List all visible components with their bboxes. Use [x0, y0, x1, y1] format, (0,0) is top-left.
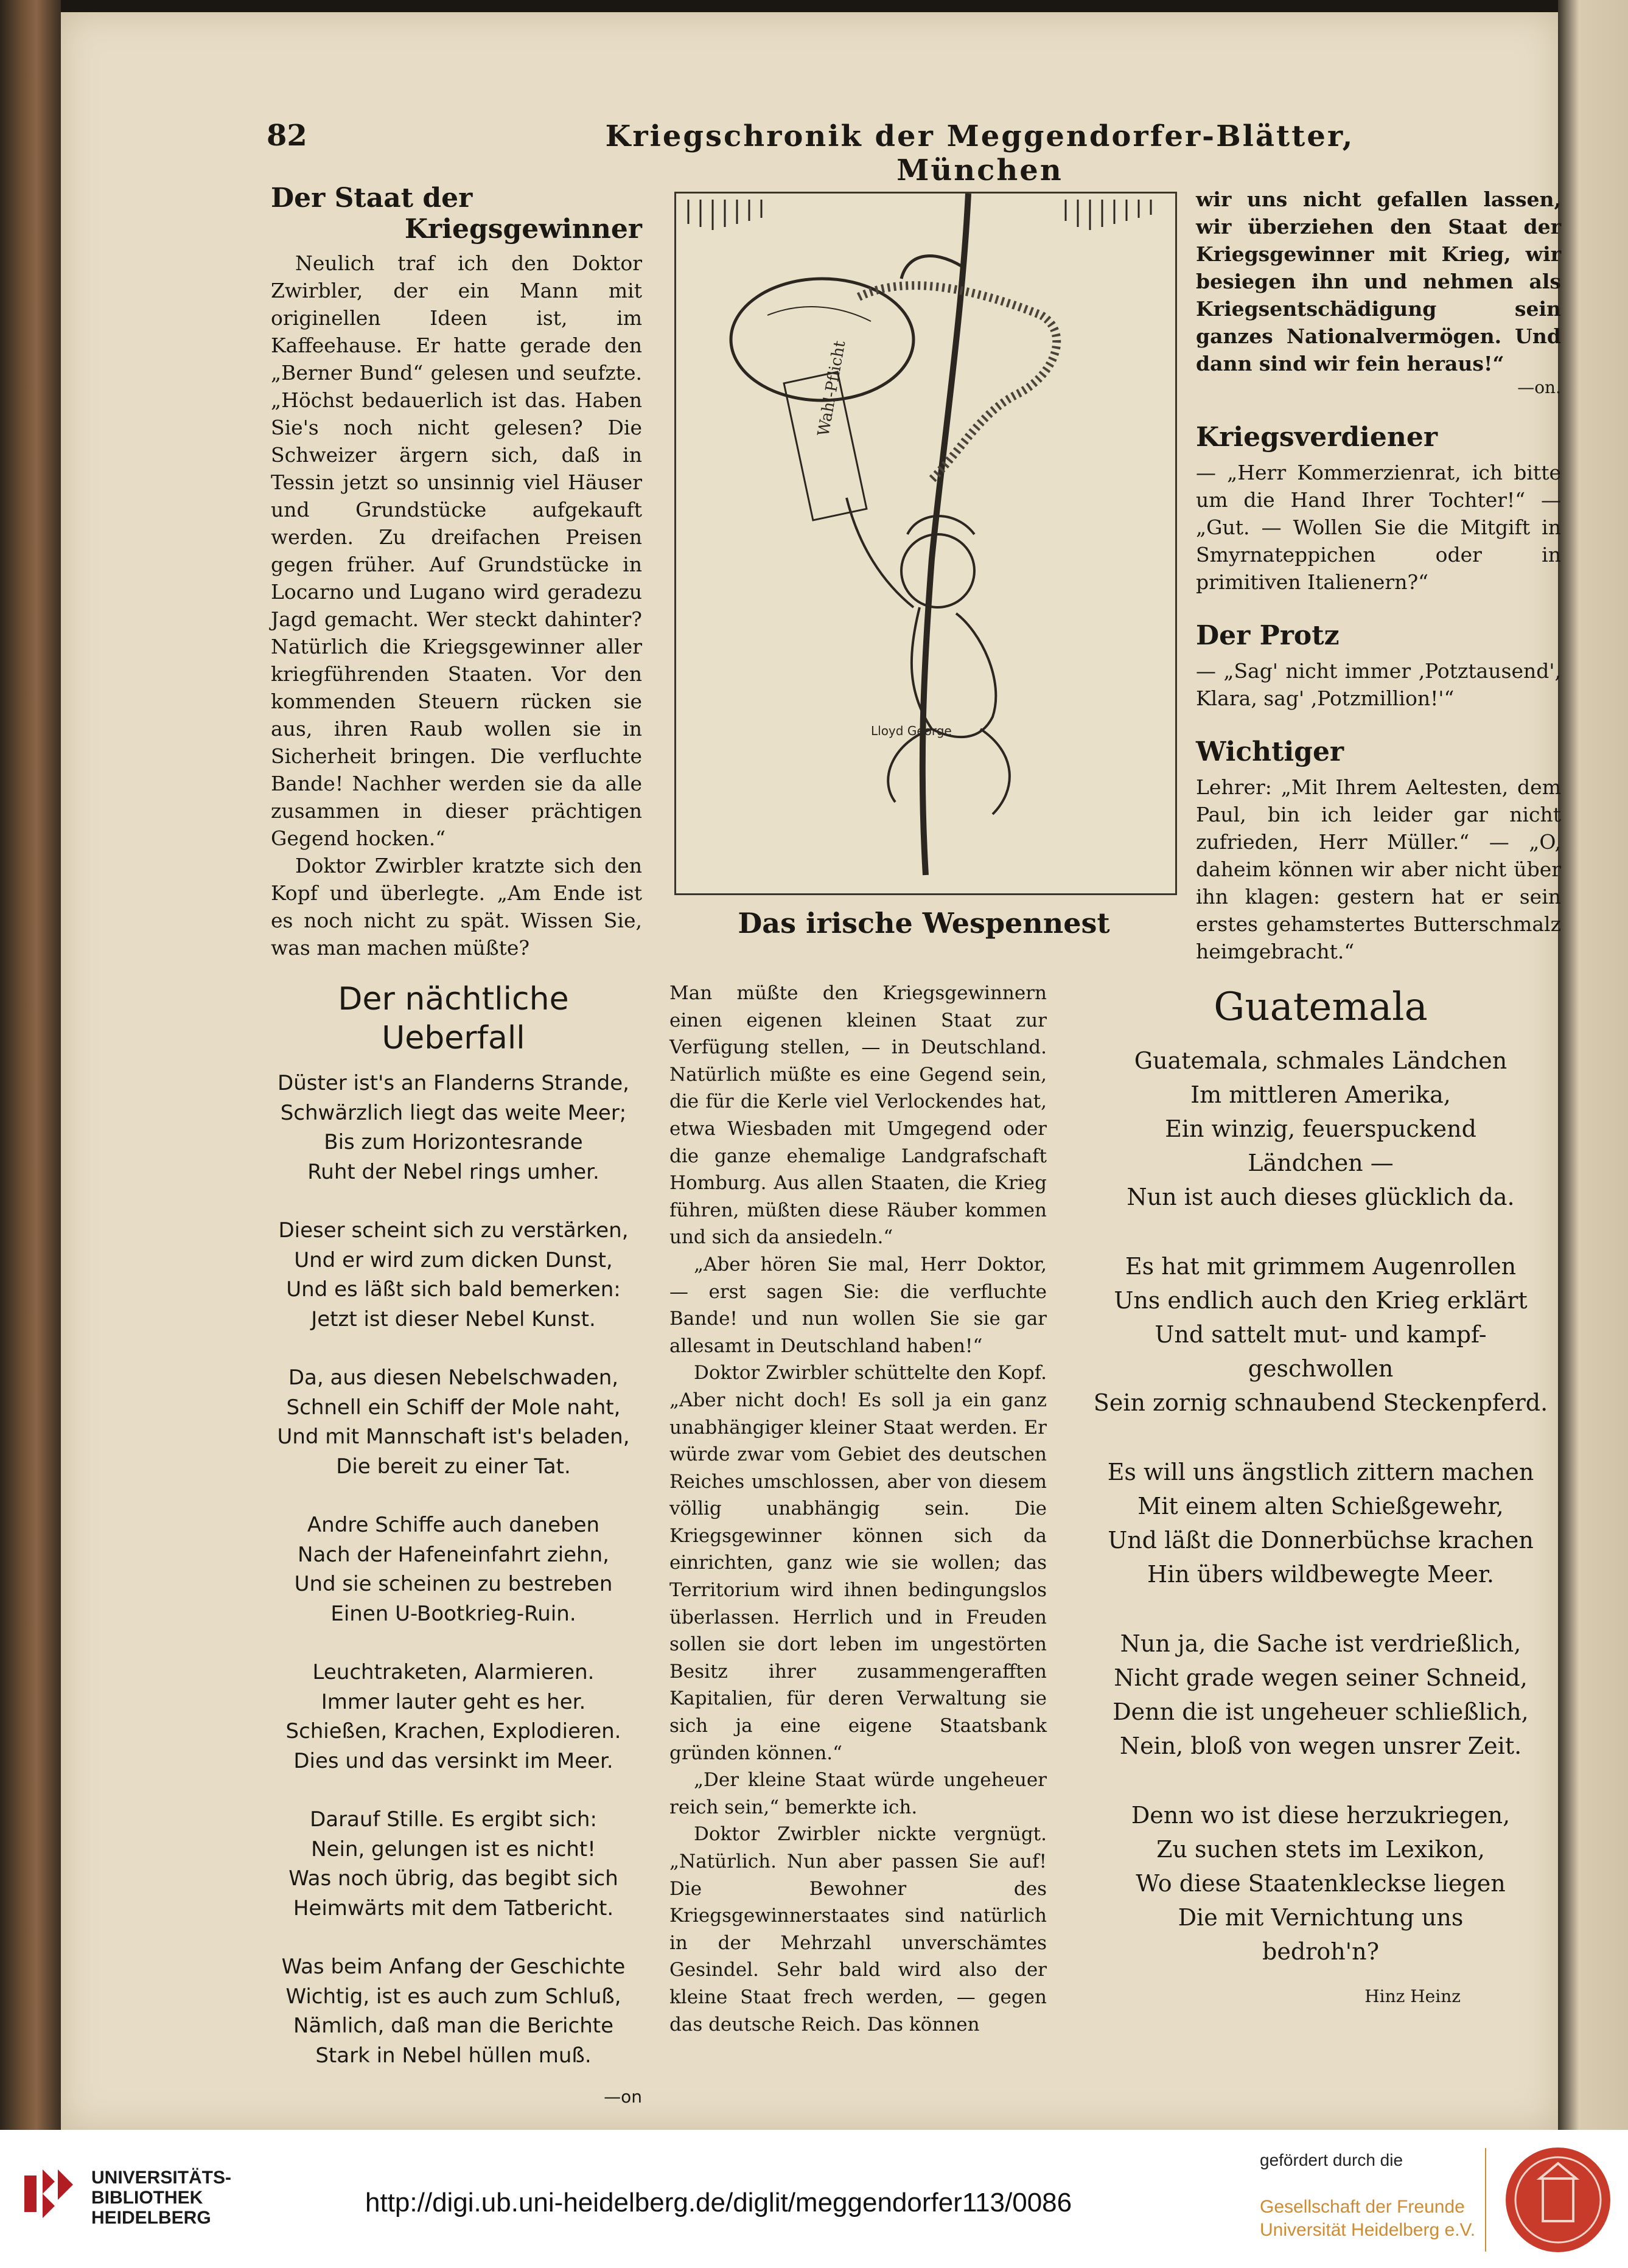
- artist-signature: Lloyd George: [871, 724, 952, 738]
- article-paragraph: Doktor Zwirbler schüttelte den Kopf. „Aber nicht doch! Es soll ja ein ganz unabhängiger kleiner Staat werden. Er würde zwar vom Gebiet des deutschen Reiches umschlossen, aber von diesem völlig unabhängig sein. Die Kriegsgewinner können sich da einrichten, ganz wie sie wollen; das Territorium wird ihnen bedingungslos überlassen. Herrlich und in Freuden sollen sie dort leben im ungestörten Besitz ihrer zusammengerafften Kapitalien, für deren Verwaltung sie sich ja eine eigene Staatsbank gründen können.“: [669, 1362, 1047, 1764]
- poem-line: Ruht der Nebel rings umher.: [307, 1159, 599, 1184]
- poem-stanza: [1083, 1455, 1558, 1591]
- poem-line: Und läßt die Donnerbüchse krachen: [1108, 1527, 1534, 1554]
- short-item-title: Kriegsverdiener: [1196, 422, 1438, 453]
- poem-line: Nun ja, die Sache ist verdrießlich,: [1120, 1630, 1521, 1657]
- short-item-title: Wichtiger: [1196, 736, 1344, 767]
- permalink[interactable]: http://digi.ub.uni-heidelberg.de/diglit/meggendorfer113/0086: [365, 2188, 1072, 2217]
- poem-line: Zu suchen stets im Lexikon,: [1156, 1836, 1485, 1863]
- poem-title: Der nächtliche Ueberfall: [338, 981, 569, 1056]
- footer-divider: [1485, 2148, 1486, 2252]
- article-paragraph: Man müßte den Kriegsgewinnern einen eigenen kleinen Staat zur Verfügung stellen, — in Deutschland. Natürlich müßte es eine Gegend sein, die für die Kerle viel Verlockendes hat, etwa Wiesbaden mit Umgegend oder die ganze ehemalige Landgrafschaft Homburg. Aus allen Staaten, die Krieg führen, müßten diese Räuber kommen und sich da ansiedeln.“: [669, 982, 1047, 1249]
- article-paragraph: „Aber hören Sie mal, Herr Doktor, — erst sagen Sie: die verfluchte Bande! und nun wollen Sie sie gar allesamt in Deutschland haben!“: [669, 1253, 1047, 1357]
- poem-line: Nicht grade wegen seiner Schneid,: [1114, 1664, 1528, 1691]
- library-name-line: HEIDELBERG: [91, 2208, 211, 2228]
- poem-line: Und sattelt mut- und kampf-: [1155, 1321, 1487, 1348]
- article-continuation: [669, 980, 1047, 2038]
- poem-line: Stark in Nebel hüllen muß.: [315, 2043, 592, 2068]
- poem-line: Und es läßt sich bald bemerken:: [286, 1277, 621, 1302]
- poem-line: Denn die ist ungeheuer schließlich,: [1113, 1698, 1529, 1725]
- poem-line: Wo diese Staatenkleckse liegen: [1136, 1870, 1506, 1897]
- article-title-line1: Der Staat der: [271, 183, 473, 214]
- short-item-text: Lehrer: „Mit Ihrem Aeltesten, dem Paul, bin ich leider gar nicht zufrieden, Herr Müller.“ — „O, daheim können wir aber nicht über ihn klagen: gestern hat er sein erstes gehamstertes Butterschmalz heimgebracht.“: [1196, 775, 1561, 963]
- poem-line: Guatemala, schmales Ländchen: [1134, 1047, 1507, 1074]
- poem-stanza: [265, 1952, 642, 2070]
- poem-line: geschwollen: [1248, 1355, 1394, 1382]
- short-item-title: Der Protz: [1196, 620, 1340, 651]
- poem-line: Andre Schiffe auch daneben: [307, 1513, 600, 1537]
- funder-line: Universität Heidelberg e.V.: [1260, 2220, 1476, 2240]
- poem-line: Immer lauter geht es her.: [321, 1689, 586, 1714]
- wasp-nest: [731, 279, 914, 400]
- library-name: [91, 2168, 231, 2228]
- poem-title: Guatemala: [1214, 985, 1428, 1030]
- funded-by-label: gefördert durch die: [1260, 2151, 1403, 2169]
- poem-line: Und er wird zum dicken Dunst,: [294, 1247, 613, 1272]
- poem-line: Denn wo ist diese herzukriegen,: [1131, 1802, 1511, 1829]
- funder-line: Gesellschaft der Freunde: [1260, 2197, 1465, 2217]
- poem-line: Und mit Mannschaft ist's beladen,: [277, 1425, 630, 1449]
- illustration-frame: [674, 192, 1177, 895]
- poem-stanza: [1083, 1798, 1558, 1969]
- poem-signature: Hinz Heinz: [1364, 1986, 1461, 2006]
- scanned-page: [61, 12, 1561, 2130]
- poem-signature: —on: [604, 2087, 642, 2107]
- running-title: Kriegschronik der Meggendorfer-Blätter, München: [605, 119, 1355, 187]
- poem-line: Es hat mit grimmem Augenrollen: [1125, 1253, 1517, 1280]
- page-number: 82: [267, 119, 307, 153]
- university-library-logo: [18, 2163, 79, 2224]
- poem-line: Düster ist's an Flanderns Strande,: [278, 1071, 629, 1095]
- sign-text: Wahl-Pflicht: [814, 339, 850, 438]
- article-paragraph: „Der kleine Staat würde ungeheuer reich sein,“ bemerkte ich.: [669, 1769, 1047, 1818]
- society-seal-icon: [1503, 2145, 1613, 2255]
- article-staat-der-kriegsgewinner: [271, 183, 642, 961]
- next-page-edge: [1558, 0, 1628, 2130]
- poem-line: bedroh'n?: [1262, 1938, 1379, 1965]
- poem-naechtliche-ueberfall: [265, 980, 642, 2112]
- article-signature: —on.: [1517, 377, 1561, 397]
- article-title-line2: Kriegsgewinner: [404, 214, 642, 245]
- short-item-text: — „Herr Kommerzienrat, ich bitte um die Hand Ihrer Tochter!“ — „Gut. — Wollen Sie die Mitgift in Smyrnateppichen oder in primitiven Italienern?“: [1196, 461, 1561, 594]
- poem-line: Hin übers wildbewegte Meer.: [1147, 1561, 1494, 1588]
- poem-line: Wichtig, ist es auch zum Schluß,: [285, 1984, 621, 2009]
- poem-line: Was noch übrig, das begibt sich: [288, 1866, 618, 1891]
- article-body: [271, 249, 642, 961]
- poem-line: Nun ist auch dieses glücklich da.: [1127, 1184, 1515, 1210]
- poem-guatemala: [1083, 983, 1558, 2014]
- poem-body: [265, 1069, 642, 2070]
- poem-line: Jetzt ist dieser Nebel Kunst.: [311, 1307, 596, 1331]
- poem-line: Mit einem alten Schießgewehr,: [1137, 1493, 1504, 1520]
- digitization-footer: [0, 2130, 1628, 2268]
- poem-line: Schwärzlich liegt das weite Meer;: [280, 1100, 627, 1125]
- right-column-top: [1196, 186, 1561, 965]
- poem-line: Im mittleren Amerika,: [1190, 1081, 1451, 1108]
- poem-line: Einen U-Bootkrieg-Ruin.: [330, 1601, 576, 1626]
- poem-stanza: [265, 1510, 642, 1628]
- poem-line: Es will uns ängstlich zittern machen: [1107, 1459, 1534, 1485]
- poem-stanza: [265, 1658, 642, 1776]
- figure-head: [901, 534, 974, 607]
- poem-stanza: [265, 1805, 642, 1923]
- hatching-right: [1066, 200, 1151, 230]
- poem-line: Schnell ein Schiff der Mole naht,: [286, 1395, 621, 1420]
- figure-arm: [847, 498, 914, 607]
- poem-stanza: [1083, 1249, 1558, 1420]
- poem-line: Bis zum Horizontesrande: [324, 1130, 583, 1154]
- poem-line: Sein zornig schnaubend Steckenpferd.: [1093, 1389, 1548, 1416]
- poem-line: Und sie scheinen zu bestreben: [294, 1572, 613, 1596]
- poem-stanza: [1083, 1044, 1558, 1214]
- poem-line: Die mit Vernichtung uns: [1178, 1904, 1464, 1931]
- poem-line: Schießen, Krachen, Explodieren.: [285, 1719, 621, 1743]
- poem-line: Dies und das versinkt im Meer.: [293, 1748, 613, 1773]
- illustration-caption: Das irische Wespennest: [738, 907, 1110, 940]
- poem-line: Was beim Anfang der Geschichte: [281, 1955, 626, 1979]
- poem-line: Darauf Stille. Es ergibt sich:: [310, 1807, 597, 1832]
- library-name-line: BIBLIOTHEK: [91, 2188, 203, 2208]
- hatching-left: [688, 200, 761, 230]
- poem-line: Uns endlich auch den Krieg erklärt: [1114, 1287, 1528, 1314]
- article-paragraph: Doktor Zwirbler nickte vergnügt. „Natürlich. Nun aber passen Sie auf! Die Bewohner des Kriegsgewinnerstaates sind natürlich in der Mehrzahl unverschämtes Gesindel. Sehr bald wird also der kleine Staat frech werden, — gegen das deutsche Reich. Das können: [669, 1823, 1047, 2036]
- poem-line: Nein, bloß von wegen unsrer Zeit.: [1119, 1732, 1522, 1759]
- poem-line: Nein, gelungen ist es nicht!: [311, 1837, 596, 1862]
- poem-stanza: [265, 1363, 642, 1481]
- poem-line: Leuchtraketen, Alarmieren.: [312, 1660, 595, 1684]
- article-ending: wir uns nicht gefallen lassen, wir überziehen den Staat der Kriegsgewinner mit Krieg, wir besiegen ihn und nehmen als Kriegsentschädigung sein ganzes Nationalvermögen. Und dann sind wir fein heraus!“: [1196, 187, 1561, 375]
- poem-line: Heimwärts mit dem Tatbericht.: [293, 1896, 614, 1921]
- poem-line: Nach der Hafeneinfahrt ziehn,: [298, 1542, 609, 1567]
- article-paragraph: Neulich traf ich den Doktor Zwirbler, der ein Mann mit originellen Ideen ist, im Kaffeehause. Er hatte gerade den „Berner Bund“ gelesen und seufzte. „Höchst bedauerlich ist das. Haben Sie's noch nicht gelesen? Die Schweizer ärgern sich, daß in Tessin jetzt so unsinnig viel Häuser und Grundstücke aufgekauft werden. Zu dreifachen Preisen gegen früher. Auf Grundstücke in Locarno und Lugano wird geradezu Jagd gemacht. Wer steckt dahinter? Natürlich die Kriegsgewinner aller kriegführenden Staaten. Vor den kommenden Steuern rücken sie aus, ihren Raub wollen sie in Sicherheit bringen. Die verfluchte Bande! Nachher werden sie da alle zusammen in dieser prächtigen Gegend hocken.“: [271, 251, 642, 850]
- funder-name: [1260, 2196, 1475, 2242]
- article-paragraph: Doktor Zwirbler kratzte sich den Kopf und überlegte. „Am Ende ist es noch nicht zu spät. Wissen Sie, was man machen müßte?: [271, 854, 642, 960]
- poem-line: Ländchen —: [1248, 1150, 1394, 1176]
- poem-line: Nämlich, daß man die Berichte: [293, 2014, 613, 2038]
- book-spine-edge: [0, 0, 61, 2130]
- wasp-nest-illustration: [676, 194, 1175, 893]
- library-name-line: UNIVERSITÄTS-: [91, 2168, 232, 2188]
- poem-line: Die bereit zu einer Tat.: [336, 1454, 571, 1479]
- poem-line: Da, aus diesen Nebelschwaden,: [288, 1366, 619, 1390]
- short-item-text: — „Sag' nicht immer ‚Potztausend', Klara, sag' ‚Potzmillion!'“: [1196, 659, 1561, 710]
- poem-line: Ein winzig, feuerspuckend: [1165, 1115, 1476, 1142]
- poem-body: [1083, 1044, 1558, 1969]
- poem-line: Dieser scheint sich zu verstärken,: [278, 1218, 629, 1243]
- poem-stanza: [265, 1216, 642, 1334]
- poem-stanza: [1083, 1627, 1558, 1763]
- poem-stanza: [265, 1069, 642, 1187]
